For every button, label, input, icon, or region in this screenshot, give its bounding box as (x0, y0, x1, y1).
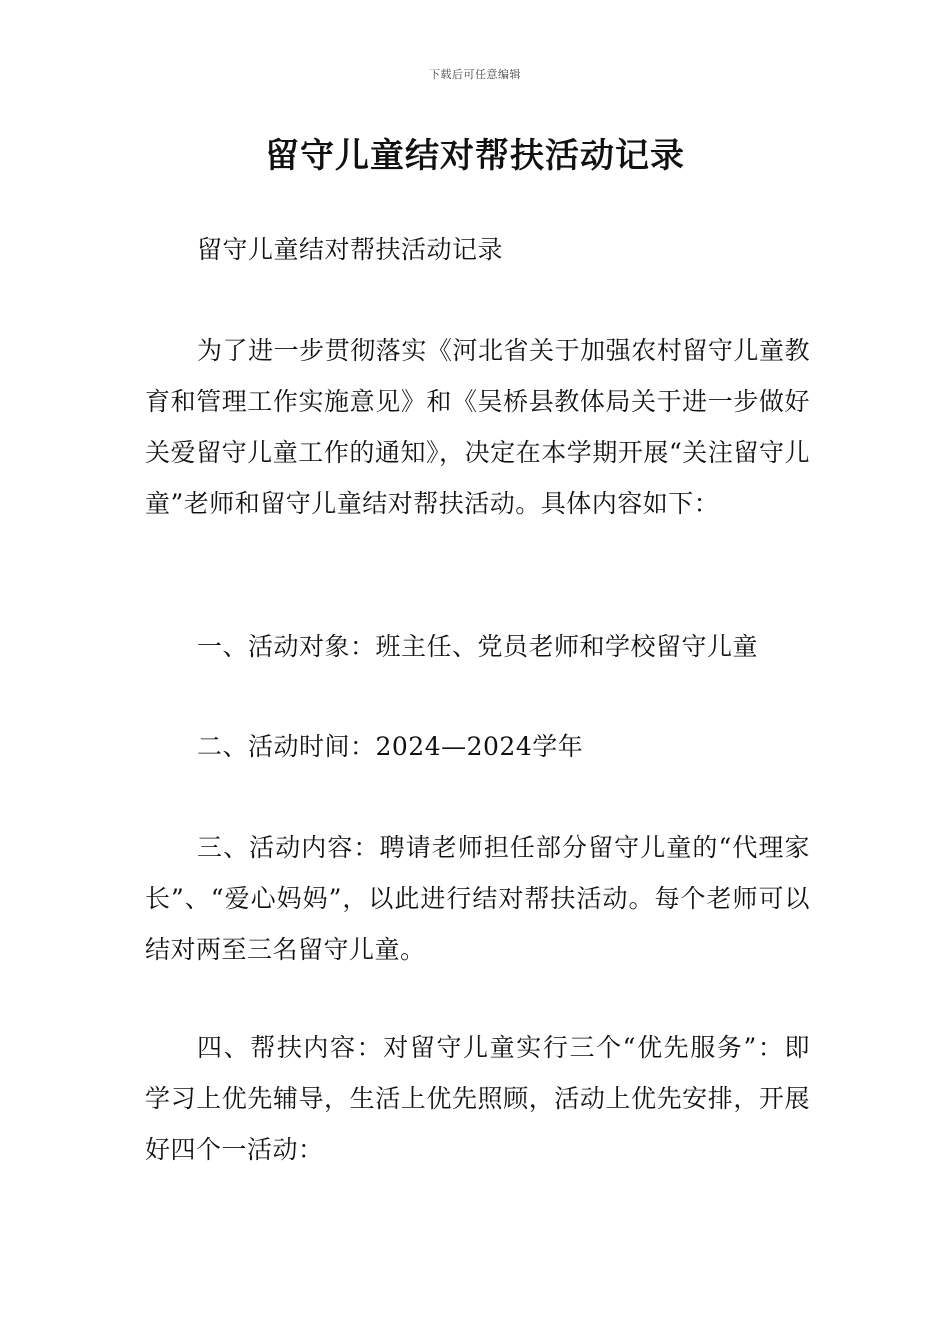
paragraph-subtitle: 留守儿童结对帮扶活动记录 (197, 235, 504, 264)
paragraph-intro: 为了进一步贯彻落实《河北省关于加强农村留守儿童教育和管理工作实施意见》和《吴桥县教体局关于进一步做好关爱留守儿童工作的通知》，决定在本学期开展“关注留守儿童”老师和留守儿童结对帮扶活动。具体内容如下： (145, 336, 810, 518)
paragraph-support-content: 四、帮扶内容：对留守儿童实行三个“优先服务”：即学习上优先辅导，生活上优先照顾，活动上优先安排，开展好四个一活动： (145, 1033, 810, 1164)
document-title: 留守儿童结对帮扶活动记录 (265, 136, 685, 176)
paragraph-activity-content: 三、活动内容：聘请老师担任部分留守儿童的“代理家长”、“爱心妈妈”，以此进行结对帮扶活动。每个老师可以结对两至三名留守儿童。 (145, 833, 810, 964)
header-note: 下载后可任意编辑 (429, 68, 521, 81)
paragraph-activity-time: 二、活动时间：2024—2024学年 (197, 732, 584, 761)
paragraph-activity-target: 一、活动对象：班主任、党员老师和学校留守儿童 (197, 632, 759, 661)
